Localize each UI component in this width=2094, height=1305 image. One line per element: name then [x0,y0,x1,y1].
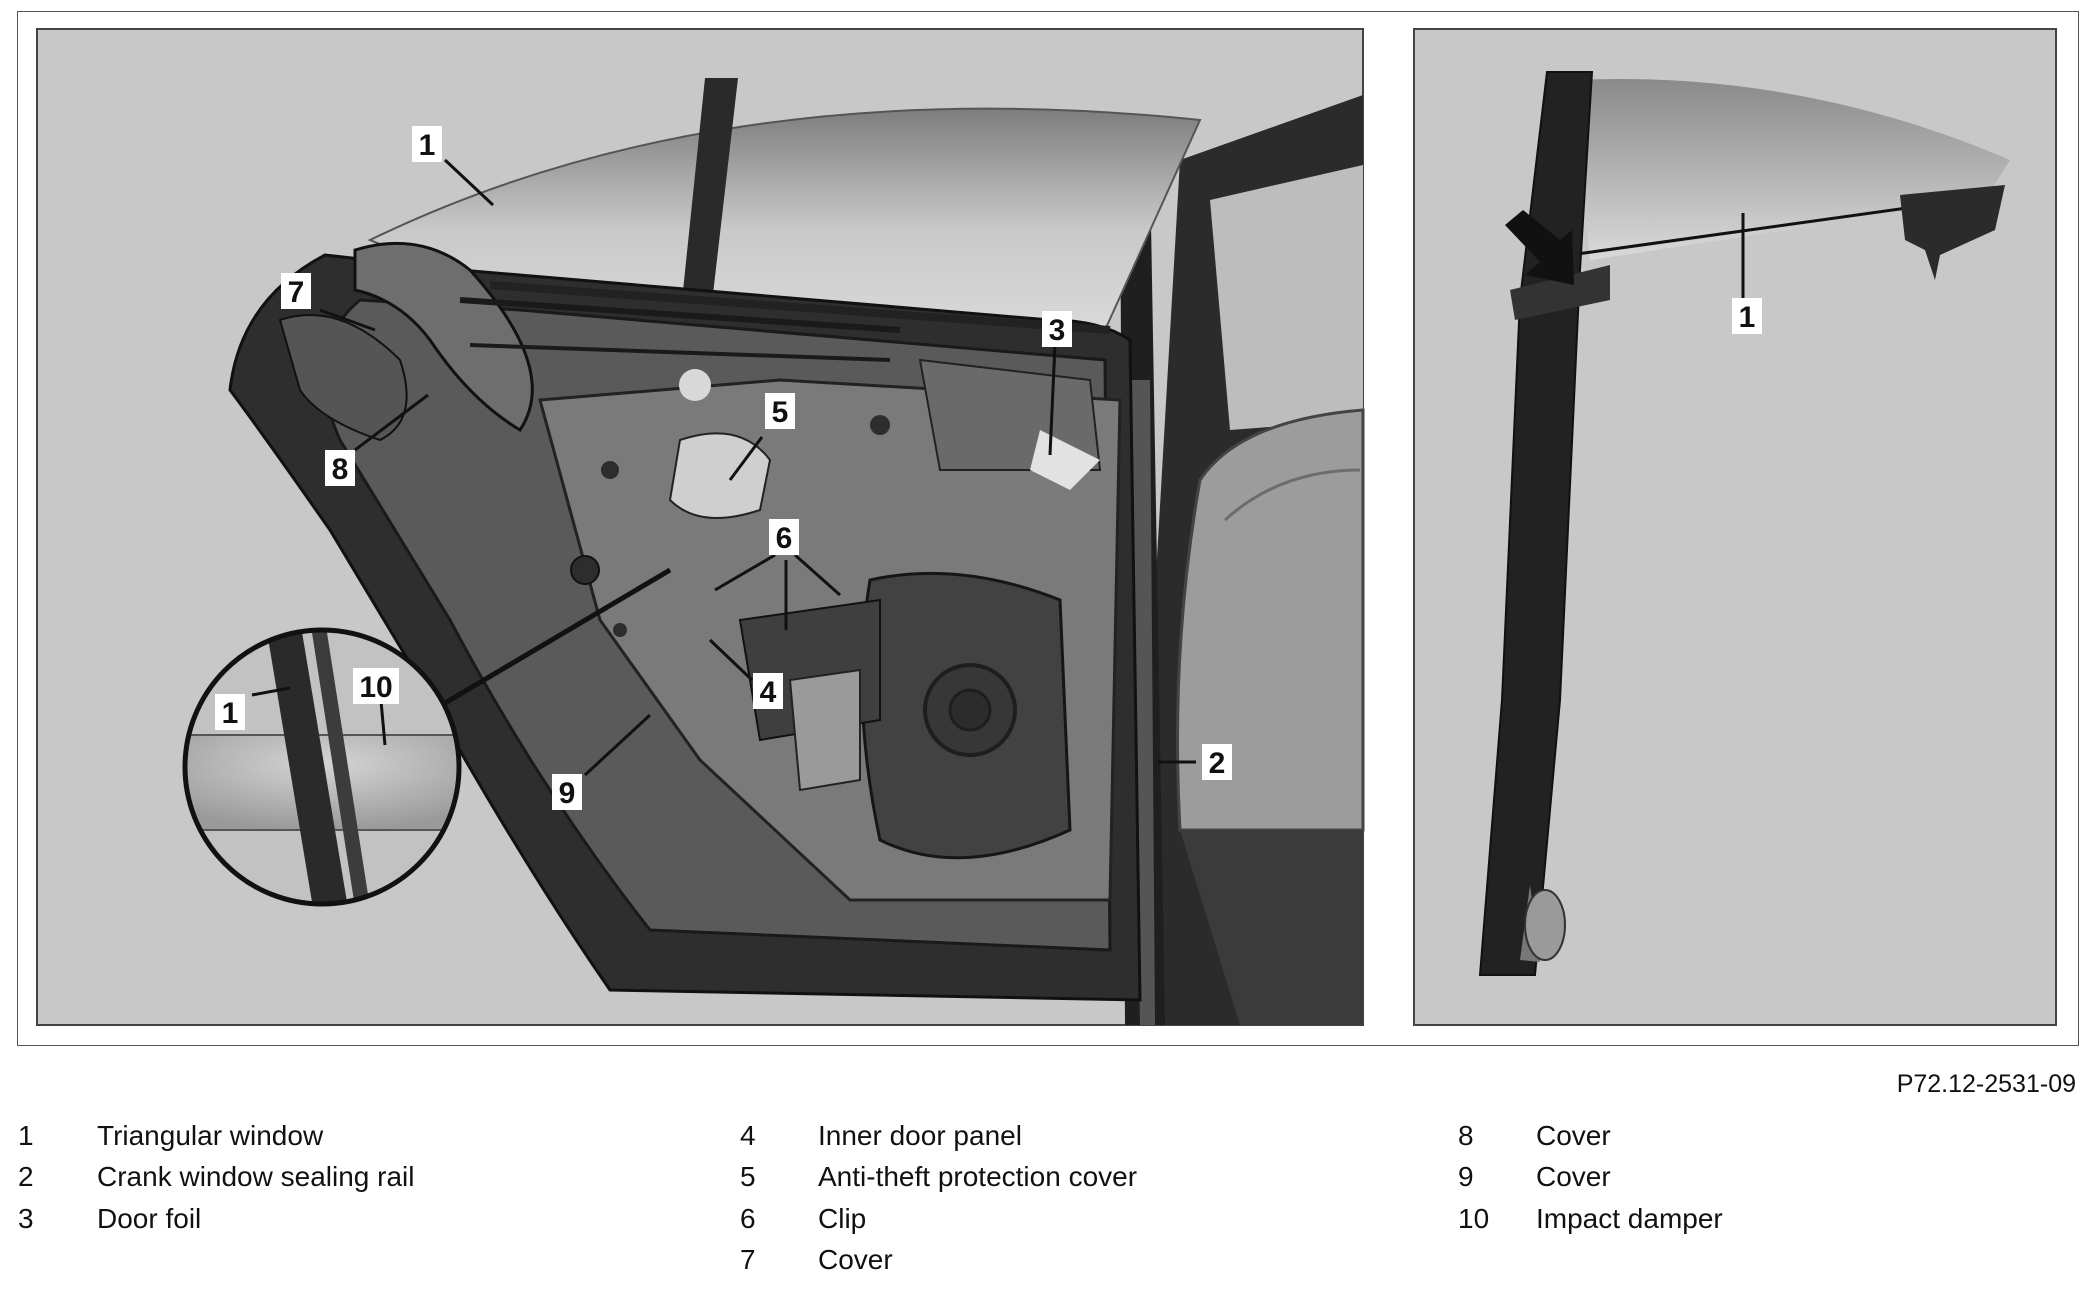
svg-text:1: 1 [418,129,436,162]
legend-text: Triangular window [97,1119,324,1151]
legend-text: Impact damper [1536,1202,1723,1234]
legend-text: Cover [1536,1161,1611,1193]
figure-code: P72.12-2531-09 [1896,1070,2076,1098]
callout-1-main [412,126,442,162]
svg-text:8: 8 [331,453,349,486]
legend-number: 10 [1458,1202,1490,1234]
legend-text: Cover [818,1244,893,1276]
legend-text: Clip [818,1202,867,1234]
legend-item [18,1157,414,1199]
svg-text:1: 1 [1738,301,1756,334]
legend-number: 6 [740,1202,756,1234]
svg-text:6: 6 [775,522,793,555]
svg-text:5: 5 [771,396,789,429]
legend-item [18,1198,414,1240]
svg-text:7: 7 [287,276,305,309]
legend-number: 8 [1458,1119,1474,1151]
legend-item [740,1157,1137,1199]
legend-item [740,1240,1137,1282]
callout-6 [769,519,799,555]
callout-7 [281,273,311,309]
legend-number: 1 [18,1119,34,1151]
svg-text:4: 4 [759,676,777,709]
legend-item [1458,1198,1723,1240]
svg-text:1: 1 [221,697,239,730]
callout-5 [765,393,795,429]
legend-column-2 [740,1115,1137,1281]
callout-2 [1202,744,1232,780]
legend-text: Door foil [97,1202,202,1234]
svg-text:2: 2 [1208,747,1226,780]
legend-text: Anti-theft protection cover [818,1161,1138,1193]
legend-number: 4 [740,1119,756,1151]
legend-number: 3 [18,1202,34,1234]
callout-8 [325,450,355,486]
legend-text: Inner door panel [818,1119,1022,1151]
callout-9 [552,774,582,810]
legend-number: 2 [18,1161,34,1193]
svg-text:10: 10 [359,671,393,704]
callout-4 [753,673,783,709]
legend-number: 7 [740,1244,756,1276]
callout-3 [1042,311,1072,347]
legend-column-1 [18,1115,414,1240]
legend-text: Crank window sealing rail [97,1161,415,1193]
legend-item [18,1115,414,1157]
right-photo-panel [1414,29,2056,1025]
legend-column-3 [1458,1115,1723,1240]
legend-text: Cover [1536,1119,1611,1151]
legend-number: 5 [740,1161,756,1193]
legend-item [740,1115,1137,1157]
svg-text:9: 9 [558,777,576,810]
legend-item [1458,1115,1723,1157]
legend-item [740,1198,1137,1240]
legend-item [1458,1157,1723,1199]
legend-number: 9 [1458,1161,1474,1193]
svg-text:3: 3 [1048,314,1066,347]
